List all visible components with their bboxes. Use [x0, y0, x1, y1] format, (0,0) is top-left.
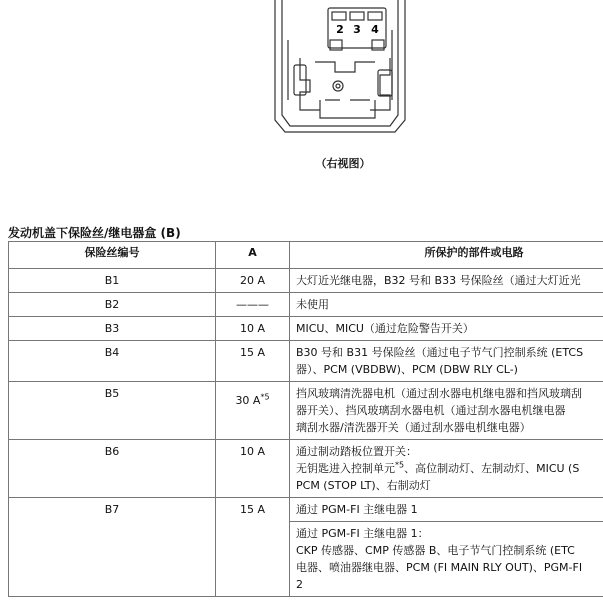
fuse-number: B5 [9, 382, 216, 440]
diagram-caption: （右视图） [315, 157, 371, 170]
footnote-mark: *5 [395, 460, 405, 470]
fuse-table [8, 241, 603, 597]
protected-circuit: 通过 PGM-FI 主继电器 1： CKP 传感器、CMP 传感器 B、电子节气门控制系统 (ETC 电器、喷油器继电器、PCM (FI MAIN RLY OUT)、PGM-FI 2 [290, 522, 603, 597]
header-fuse-number: 保险丝编号 [9, 242, 216, 269]
section-title: 发动机盖下保险丝/继电器盒 (B) [8, 226, 181, 240]
fuse-amperage: ——— [216, 293, 290, 317]
slot-label-3: 3 [353, 23, 361, 36]
fuse-number: B1 [9, 269, 216, 293]
header-protected-circuit: 所保护的部件或电路 [290, 242, 603, 269]
table-row [9, 498, 603, 522]
fuse-number: B4 [9, 341, 216, 382]
fuse-box-diagram [260, 0, 420, 150]
footnote-mark: *5 [260, 392, 270, 402]
fuse-amperage: 15 A [216, 341, 290, 382]
table-row [9, 440, 603, 498]
slot-label-4: 4 [371, 23, 379, 36]
header-amperage: A [216, 242, 290, 269]
bracket-right [370, 58, 390, 110]
fuse-amperage: 15 A [216, 498, 290, 597]
fuse-amperage: 30 $A^{*5}$ [216, 382, 290, 440]
protected-circuit: 大灯近光继电器，B32 号和 B33 号保险丝（通过大灯近光 [290, 269, 603, 293]
fuse-number: B7 [9, 498, 216, 597]
table-row [9, 293, 603, 317]
fuse-number: B6 [9, 440, 216, 498]
protected-circuit: B30 号和 B31 号保险丝（通过电子节气门控制系统 (ETCS 器）、PCM (VBDBW)、PCM (DBW RLY CL-) [290, 341, 603, 382]
table-header-row [9, 242, 603, 269]
table-row [9, 317, 603, 341]
table-row [9, 382, 603, 440]
bracket-left [300, 58, 320, 110]
table-row [9, 341, 603, 382]
table-row [9, 269, 603, 293]
protected-circuit: 挡风玻璃清洗器电机（通过刮水器电机继电器和挡风玻璃刮 器开关）、挡风玻璃刮水器电机（通过刮水器电机继电器 璃刮水器/清洗器开关（通过刮水器电机继电器） [290, 382, 603, 440]
fuse-amperage: 10 A [216, 317, 290, 341]
protected-circuit: 通过 PGM-FI 主继电器 1 [290, 498, 603, 522]
protected-circuit: 通过制动踏板位置开关： 无钥匙进入控制单元$^{*5}$、高位制动灯、左制动灯、MICU (S PCM (STOP LT)、右制动灯 [290, 440, 603, 498]
fuse-number: B2 [9, 293, 216, 317]
protected-circuit: 未使用 [290, 293, 603, 317]
slot-label-2: 2 [336, 23, 344, 36]
fuse-number: B3 [9, 317, 216, 341]
fuse-amperage: 20 A [216, 269, 290, 293]
protected-circuit: MICU、MICU（通过危险警告开关） [290, 317, 603, 341]
fuse-box-inner-outline [282, 0, 398, 126]
fuse-amperage: 10 A [216, 440, 290, 498]
